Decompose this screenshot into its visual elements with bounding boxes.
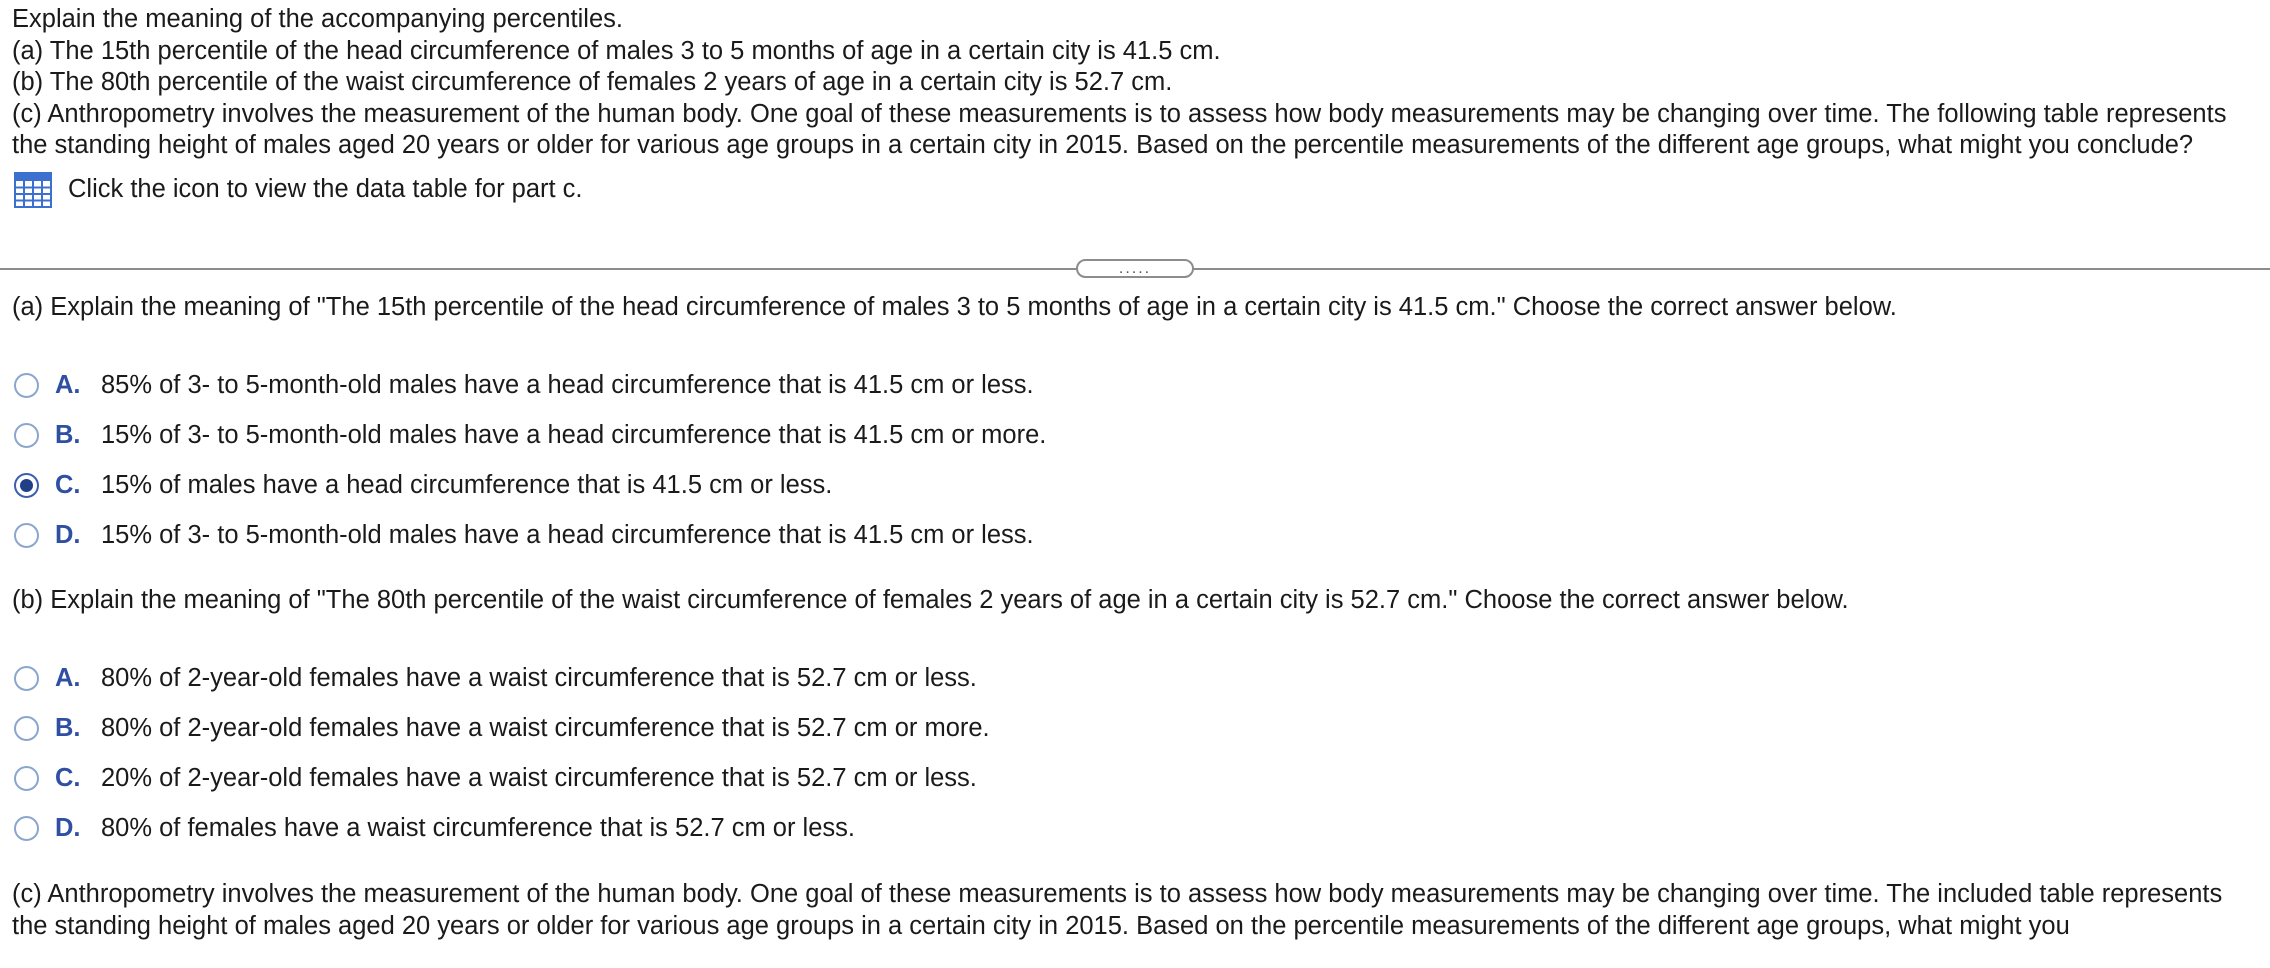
option-letter: B.: [55, 420, 81, 449]
radio-button-selected[interactable]: [14, 473, 39, 498]
option-text: 80% of 2-year-old females have a waist circumference that is 52.7 cm or less.: [101, 663, 977, 692]
part-a-statement: (a) The 15th percentile of the head circumference of males 3 to 5 months of age in a certain city is 41.5 cm.: [12, 36, 1221, 65]
part-b-option-b[interactable]: [14, 703, 1414, 753]
option-letter: A.: [55, 663, 81, 692]
option-text: 20% of 2-year-old females have a waist circumference that is 52.7 cm or less.: [101, 763, 977, 792]
option-text: 15% of males have a head circumference that is 41.5 cm or less.: [101, 470, 833, 499]
radio-button[interactable]: [14, 716, 39, 741]
option-letter: D.: [55, 813, 81, 842]
part-b-option-c[interactable]: [14, 753, 1414, 803]
radio-button[interactable]: [14, 816, 39, 841]
part-a-option-c[interactable]: [14, 460, 1414, 510]
table-grid-icon[interactable]: [14, 172, 52, 208]
divider-handle[interactable]: .....: [1076, 259, 1194, 278]
part-b-options: [14, 653, 1414, 853]
option-text: 80% of females have a waist circumference that is 52.7 cm or less.: [101, 813, 855, 842]
part-c-prompt: (c) Anthropometry involves the measurement of the human body. One goal of these measurements is to assess how body measurements may be changing over time. The included table represents the standing height of males aged 20 years or older for various age groups in a certain city in 2015. Based on the percentile measurements of the different age groups, what might you: [12, 880, 2223, 940]
part-a-option-a[interactable]: [14, 360, 1414, 410]
part-a-prompt: (a) Explain the meaning of "The 15th percentile of the head circumference of males 3 to 5 months of age in a certain city is 41.5 cm." Choose the correct answer below.: [12, 293, 1897, 321]
radio-button[interactable]: [14, 373, 39, 398]
data-table-link-text: Click the icon to view the data table for part c.: [68, 174, 583, 203]
option-letter: D.: [55, 520, 81, 549]
radio-button[interactable]: [14, 523, 39, 548]
part-c-statement: (c) Anthropometry involves the measurement of the human body. One goal of these measurements is to assess how body measurements may be changing over time. The following table represents the standing height of males aged 20 years or older for various age groups in a certain city in 2015. Based on the percentile measurements of the different age groups, what might you conclude?: [12, 99, 2227, 159]
part-b-option-a[interactable]: [14, 653, 1414, 703]
part-b-option-d[interactable]: [14, 803, 1414, 853]
option-text: 85% of 3- to 5-month-old males have a head circumference that is 41.5 cm or less.: [101, 370, 1034, 399]
part-b-statement: (b) The 80th percentile of the waist circumference of females 2 years of age in a certain city is 52.7 cm.: [12, 68, 1173, 96]
data-table-link[interactable]: [12, 172, 2262, 208]
radio-button[interactable]: [14, 423, 39, 448]
part-a-option-d[interactable]: [14, 510, 1414, 560]
option-letter: B.: [55, 713, 81, 742]
part-a-options: [14, 360, 1414, 560]
radio-button[interactable]: [14, 766, 39, 791]
option-text: 15% of 3- to 5-month-old males have a head circumference that is 41.5 cm or less.: [101, 520, 1034, 549]
intro-line: Explain the meaning of the accompanying percentiles.: [12, 5, 623, 33]
option-text: 15% of 3- to 5-month-old males have a head circumference that is 41.5 cm or more.: [101, 420, 1047, 449]
option-letter: C.: [55, 470, 81, 499]
option-text: 80% of 2-year-old females have a waist circumference that is 52.7 cm or more.: [101, 713, 990, 742]
option-letter: A.: [55, 370, 81, 399]
part-a-option-b[interactable]: [14, 410, 1414, 460]
problem-statement: [12, 4, 2262, 208]
option-letter: C.: [55, 763, 81, 792]
radio-button[interactable]: [14, 666, 39, 691]
part-b-prompt: (b) Explain the meaning of "The 80th percentile of the waist circumference of females 2 years of age in a certain city is 52.7 cm." Choose the correct answer below.: [12, 586, 1849, 614]
